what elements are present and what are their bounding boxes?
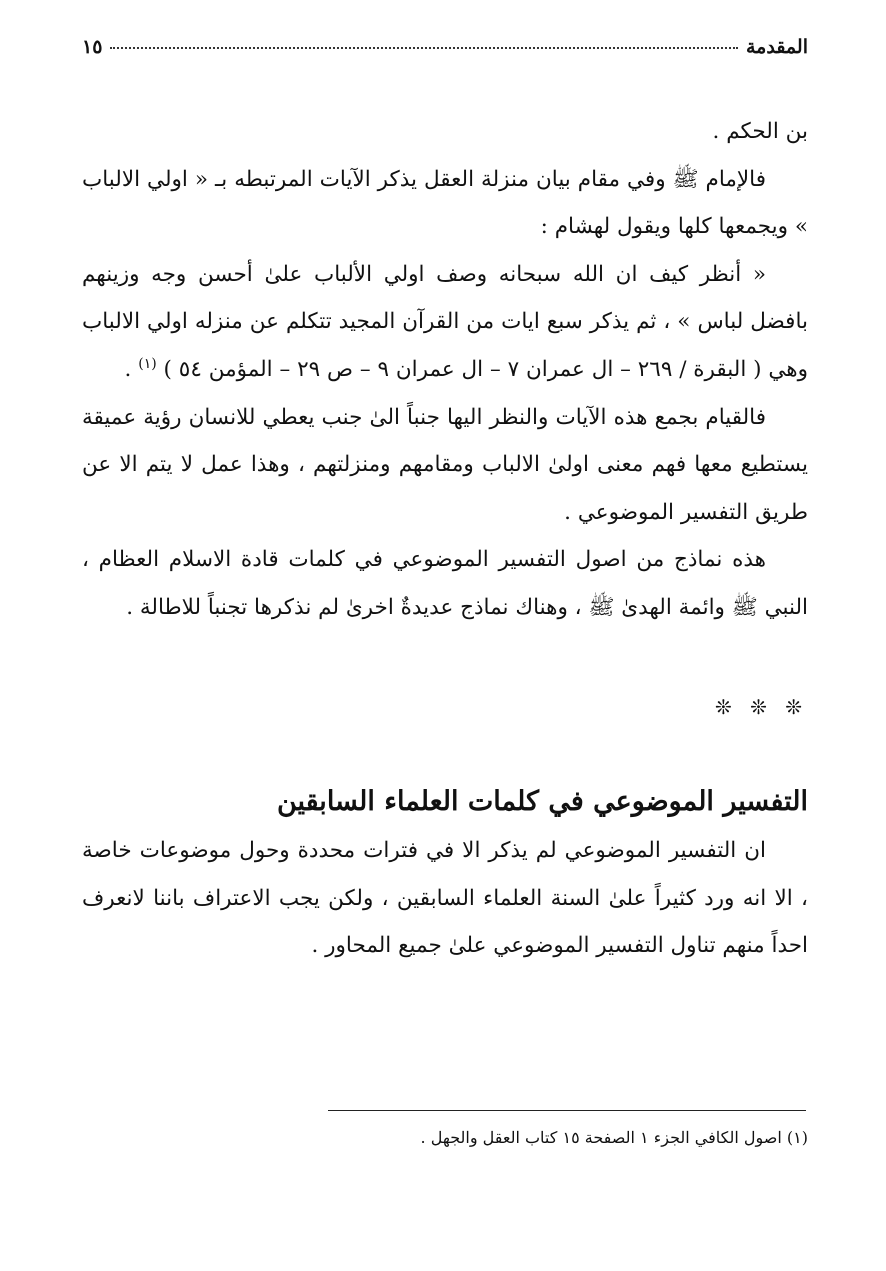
paragraph-3: « أنظر كيف ان الله سبحانه وصف اولي الألباب علىٰ أحسن وجه وزينهم بافضل لباس » ، ثم يذكر سبع ايات من القرآن المجيد تتكلم عن منزله اولي الالباب وهي ( البقرة / ٢٦٩ – ال عمران ٧ – ال عمران ٩ – ص ٢٩ – المؤمن ٥٤ ) $^{(١)}$ .	[82, 261, 808, 382]
paragraph-2: فالإمام ﷺ وفي مقام بيان منزلة العقل يذكر الآيات المرتبطه بـ « اولي الالباب » ويجمعها كلها ويقول لهشام :	[82, 166, 808, 240]
paragraph-3-text: « أنظر كيف ان الله سبحانه وصف اولي الألباب علىٰ أحسن وجه وزينهم بافضل لباس » ، ثم يذكر سبع ايات من القرآن المجيد تتكلم عن منزله اولي الالباب وهي ( البقرة / ٢٦٩ – ال عمران ٧ – ال عمران ٩ – ص ٢٩ – المؤمن ٥٤ )	[82, 261, 808, 382]
footnote-reference: (١)	[138, 355, 157, 372]
chapter-title: المقدمة	[745, 36, 808, 58]
paragraph-1: بن الحكم .	[712, 119, 808, 144]
running-header	[82, 36, 808, 58]
footnote: (١) اصول الكافي الجزء ١ الصفحة ١٥ كتاب العقل والجهل .	[420, 1128, 808, 1147]
section-heading: التفسير الموضوعي في كلمات العلماء السابقين	[276, 786, 808, 818]
section-paragraph: ان التفسير الموضوعي لم يذكر الا في فترات محددة وحول موضوعات خاصة ، الا انه ورد كثيراً علىٰ السنة العلماء السابقين ، ولكن يجب الاعتراف باننا لانعرف احداً منهم تناول التفسير الموضوعي علىٰ جميع المحاور .	[82, 838, 808, 959]
dotted-leader	[110, 47, 738, 49]
footnote-rule	[328, 1110, 806, 1111]
paragraph-5: هذه نماذج من اصول التفسير الموضوعي في كلمات قادة الاسلام العظام ، النبي ﷺ وائمة الهدىٰ ﷺ ، وهناك نماذج عديدةٌ اخرىٰ لم نذكرها تجنباً للاطالة .	[82, 547, 808, 620]
section-ornament: ❊ ❊ ❊	[715, 694, 808, 719]
paragraph-4: فالقيام بجمع هذه الآيات والنظر اليها جنباً الىٰ جنب يعطي للانسان رؤية عميقة يستطيع معها فهم معنى اولىٰ الالباب ومقامهم ومنزلتهم ، وهذا عمل لا يتم الا عن طريق التفسير الموضوعي .	[82, 404, 808, 525]
page-number: ١٥	[82, 36, 103, 58]
main-text	[82, 108, 808, 970]
